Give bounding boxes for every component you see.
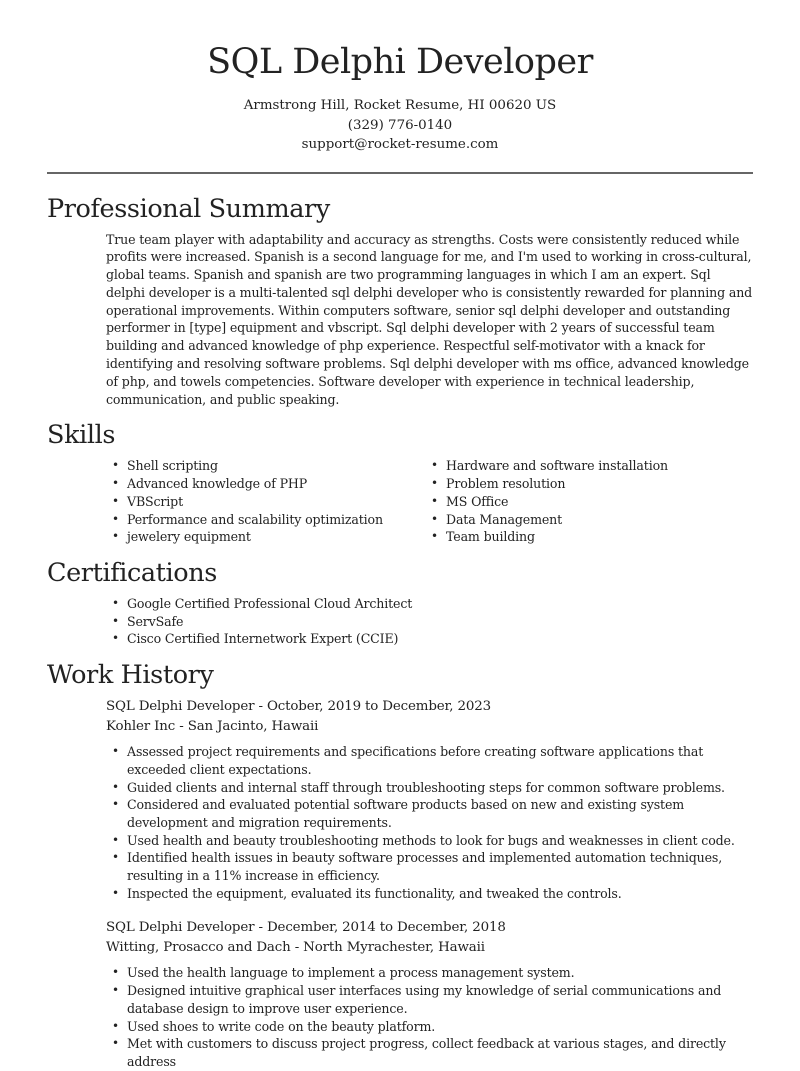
- job-bullet-list: [106, 743, 753, 902]
- skill-item: • VBScript: [106, 493, 425, 511]
- job-entry: [106, 918, 753, 1070]
- job-bullet: • Used shoes to write code on the beauty platform.: [106, 1018, 753, 1036]
- skills-heading: Skills: [47, 420, 116, 451]
- skill-item: • Team building: [425, 528, 744, 546]
- certifications-heading: Certifications: [47, 557, 217, 588]
- skills-grid: [106, 457, 753, 546]
- certification-item: • Cisco Certified Internetwork Expert (CCIE): [106, 630, 753, 648]
- job-bullet: • Designed intuitive graphical user interfaces using my knowledge of serial communications and database design to improve user experience.: [106, 982, 753, 1017]
- job-bullet: • Assessed project requirements and specifications before creating software applications that exceeded client expectations.: [106, 743, 753, 778]
- summary-text: True team player with adaptability and accuracy as strengths. Costs were consistently reduced while profits were increased. Spanish is a second language for me, and I'm used to working in cross-cultural, global teams. Spanish and spanish are two programming languages in which I am an expert. Sql delphi developer is a multi-talented sql delphi developer who is consistently rewarded for planning and operational improvements. Within computers software, senior sql delphi developer and outstanding performer in [type] equipment and vbscript. Sql delphi developer with 2 years of successful team building and advanced knowledge of php experience. Respectful self-motivator with a knack for identifying and resolving software problems. Sql delphi developer with ms office, advanced knowledge of php, and towels competencies. Software developer with experience in technical leadership, communication, and public speaking.: [106, 231, 753, 407]
- job-bullet: • Inspected the equipment, evaluated its functionality, and tweaked the controls.: [106, 885, 753, 903]
- certifications-list: [106, 595, 753, 648]
- skill-item: • Hardware and software installation: [425, 457, 744, 475]
- header-divider: [47, 172, 753, 174]
- job-bullet: • Met with customers to discuss project progress, collect feedback at various stages, and directly address: [106, 1035, 753, 1070]
- skill-item: • jewelery equipment: [106, 528, 425, 546]
- resume-header: [0, 0, 800, 155]
- address: Armstrong Hill, Rocket Resume, HI 00620 US: [243, 98, 557, 113]
- job-bullet: • Identified health issues in beauty software processes and implemented automation techniques, resulting in a 11% increase in efficiency.: [106, 849, 753, 884]
- phone: (329) 776-0140: [347, 117, 453, 133]
- skills-list-left: [106, 457, 425, 546]
- certification-item: • Google Certified Professional Cloud Architect: [106, 595, 753, 613]
- skills-list-right: [425, 457, 744, 546]
- work-history-heading: Work History: [47, 660, 214, 691]
- summary-heading: Professional Summary: [47, 193, 330, 224]
- email: support@rocket-resume.com: [301, 137, 499, 152]
- certification-item: • ServSafe: [106, 613, 753, 631]
- job-bullet: • Used the health language to implement a process management system.: [106, 964, 753, 982]
- job-bullet: • Considered and evaluated potential software products based on new and existing system development and migration requirements.: [106, 796, 753, 831]
- job-title-dates: SQL Delphi Developer - December, 2014 to December, 2018: [106, 920, 506, 936]
- job-bullet: • Guided clients and internal staff through troubleshooting steps for common software problems.: [106, 779, 753, 797]
- job-bullet-list: [106, 964, 753, 1070]
- skill-item: • Problem resolution: [425, 475, 744, 493]
- job-entry: [106, 697, 753, 902]
- skill-item: • Data Management: [425, 511, 744, 529]
- skill-item: • MS Office: [425, 493, 744, 511]
- skill-item: • Advanced knowledge of PHP: [106, 475, 425, 493]
- skill-item: • Performance and scalability optimization: [106, 511, 425, 529]
- job-company-location: Kohler Inc - San Jacinto, Hawaii: [106, 718, 319, 734]
- candidate-name: SQL Delphi Developer: [207, 42, 593, 82]
- work-history-section: [0, 658, 800, 1071]
- contact-info: [0, 96, 800, 155]
- job-bullet: • Used health and beauty troubleshooting methods to look for bugs and weaknesses in client code.: [106, 832, 753, 850]
- job-title-dates: SQL Delphi Developer - October, 2019 to December, 2023: [106, 699, 491, 715]
- certifications-section: [0, 556, 800, 648]
- summary-section: [0, 192, 800, 409]
- job-company-location: Witting, Prosacco and Dach - North Myrachester, Hawaii: [106, 939, 485, 955]
- skills-section: [0, 418, 800, 546]
- skill-item: • Shell scripting: [106, 457, 425, 475]
